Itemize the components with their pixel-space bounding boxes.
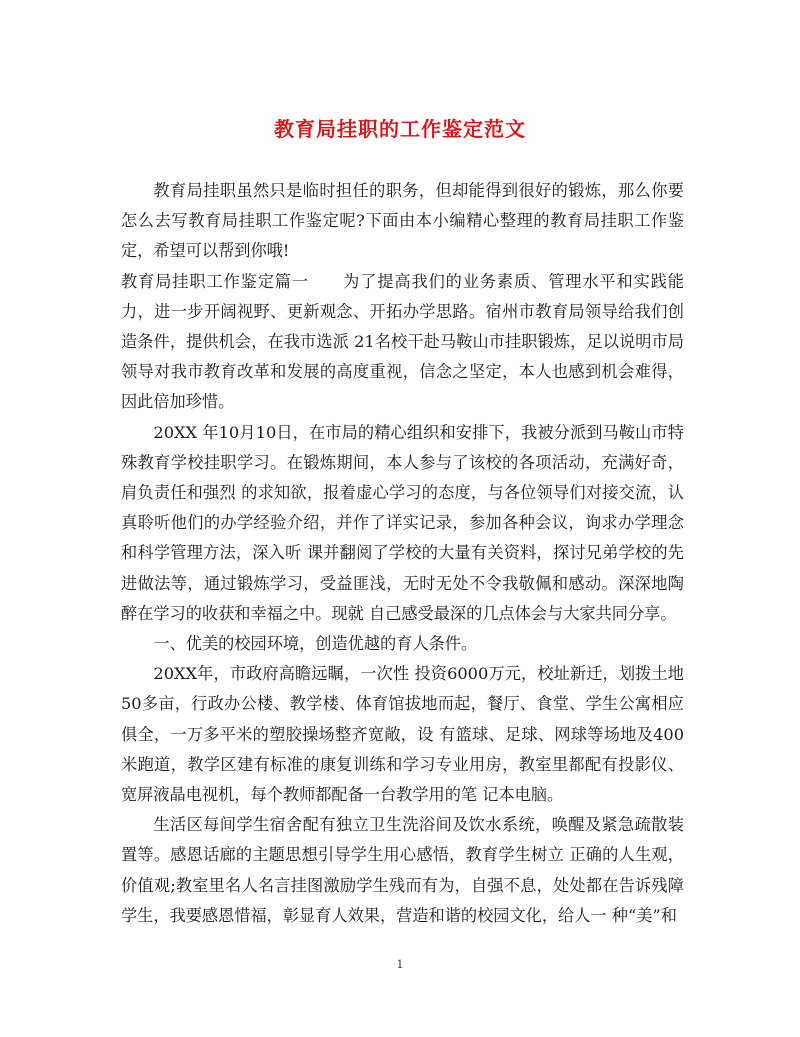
paragraph-intro: 教育局挂职虽然只是临时担任的职务，但却能得到很好的锻炼，那么你要怎么去写教育局挂职工作鉴定呢?下面由本小编精心整理的教育局挂职工作鉴定，希望可以帮到你哦! — [121, 181, 684, 261]
document-title: 教育局挂职的工作鉴定范文 — [274, 117, 526, 141]
section-heading-campus: 一、优美的校园环境，创造优越的育人条件。 — [153, 634, 478, 654]
document-body — [121, 176, 684, 931]
paragraph-assignment: 20XX 年10月10日，在市局的精心组织和安排下，我被分派到马鞍山市特殊教育学校挂职学习。在锻炼期间，本人参与了该校的各项活动，充满好奇，肩负责任和强烈 的求知欲，报着虚心学习的态度，与各位领导们对接交流，认真聆听他们的办学经验介绍，并作了详实记录，参加各种会议，询求办学理念和科学管理方法，深入听 课并翻阅了学校的大量有关资料，探讨兄弟学校的先进做法等，通过锻炼学习，受益匪浅，无时无处不令我敬佩和感动。深深地陶醉在学习的收获和幸福之中。现就 自己感受最深的几点体会与大家共同分享。 — [121, 422, 684, 623]
paragraph-living-area: 生活区每间学生宿舍配有独立卫生洗浴间及饮水系统，唤醒及紧急疏散装置等。感恩话廊的主题思想引导学生用心感悟，教育学生树立 正确的人生观，价值观;教室里名人名言挂图激励学生残而有为，自强不息，处处都在告诉残障学生，我要感恩惜福，彰显育人效果，营造和谐的校园文化，给人一 种“美”和 — [121, 815, 684, 925]
paragraph-part-one: 教育局挂职工作鉴定篇一 为了提高我们的业务素质、管理水平和实践能力，进一步开阔视野、更新观念、开拓办学思路。宿州市教育局领导给我们创造条件，提供机会，在我市选派 21名校干赴马鞍山市挂职锻炼，足以说明市局领导对我市教育改革和发展的高度重视，信念之坚定，本人也感到机会难得，因此倍加珍惜。 — [121, 271, 684, 412]
paragraph-investment: 20XX年，市政府高瞻远瞩，一次性 投资6000万元，校址新迁，划拨土地50多亩，行政办公楼、教学楼、体育馆拔地而起，餐厅、食堂、学生公寓相应俱全，一万多平米的塑胶操场整齐宽敞，设 有篮球、足球、网球等场地及400米跑道，教学区建有标准的康复训练和学习专业用房，教室里都配有投影仪、宽屏液晶电视机，每个教师都配备一台教学用的笔 记本电脑。 — [121, 664, 684, 805]
page-number: 1 — [396, 958, 404, 971]
